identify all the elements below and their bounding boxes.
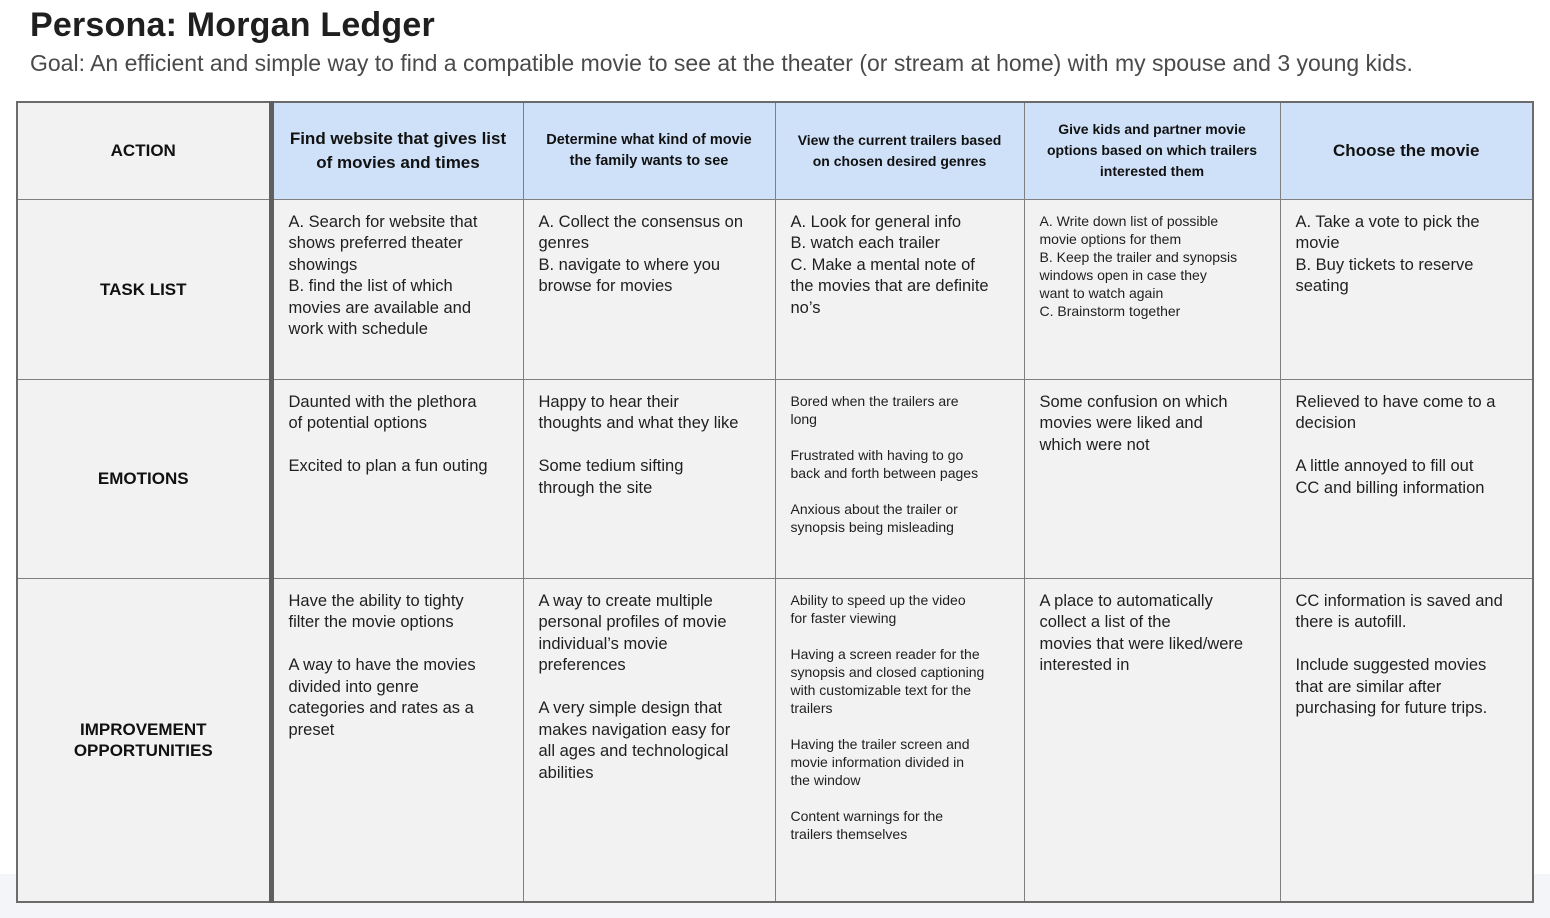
improvement-text-3: Ability to speed up the video for faster viewing Having a screen reader for the synopsis and closed captioning with customizable text for the trailers Having the trailer screen and movie information divided in the window Content warnings for the trailers themselves [790,591,985,842]
emotions-row [17,379,1533,578]
task-text-2: A. Collect the consensus on genres B. navigate to where you browse for movies [538,212,744,295]
task-text-1: A. Search for website that shows preferred theater showings B. find the list of which movies are available and work with schedule [288,212,478,338]
row-label-emotions-text: EMOTIONS [97,469,189,488]
task-cell-2 [523,199,775,379]
stage-header-3 [775,102,1024,199]
emotion-text-1: Daunted with the plethora of potential options Excited to plan a fun outing [288,392,488,475]
row-label-task-list-text: TASK LIST [99,279,187,299]
task-text-5: A. Take a vote to pick the movie B. Buy tickets to reserve seating [1295,212,1480,295]
emotion-text-3: Bored when the trailers are long Frustrated with having to go back and forth between pages Anxious about the trailer or synopsis being misleading [790,392,979,535]
improvement-text-1: Have the ability to tighty filter the movie options A way to have the movies divided into genre categories and rates as a preset [288,591,476,739]
task-cell-3 [775,199,1024,379]
improvement-cell-2 [523,578,775,902]
improvement-cell-4 [1024,578,1280,902]
emotion-cell-3 [775,379,1024,578]
task-cell-5 [1280,199,1533,379]
stage-5-action: Choose the movie [1333,140,1480,160]
improvement-row [17,578,1533,902]
row-label-improvement-line-2: OPPORTUNITIES [73,740,213,760]
improvement-text-2: A way to create multiple personal profiles of movie individual’s movie preferences A very simple design that makes navigation easy for all ages and technological abilities [538,591,731,782]
stage-3-action: View the current trailers based on chosen desired genres [797,131,1002,169]
persona-title: Persona: Morgan Ledger [30,6,435,44]
stage-header-4 [1024,102,1280,199]
emotion-text-5: Relieved to have come to a decision A little annoyed to fill out CC and billing information [1295,392,1496,497]
row-label-emotions [17,379,271,578]
improvement-cell-5 [1280,578,1533,902]
user-journey-table [16,101,1534,903]
stage-header-2 [523,102,775,199]
task-cell-4 [1024,199,1280,379]
improvement-cell-3 [775,578,1024,902]
task-list-row [17,199,1533,379]
row-label-action [17,102,271,199]
stage-header-1 [271,102,523,199]
improvement-text-4: A place to automatically collect a list of the movies that were liked/were interested in [1039,591,1244,674]
task-cell-1 [271,199,523,379]
stage-header-5 [1280,102,1533,199]
stage-4-action: Give kids and partner movie options based on which trailers interested them [1046,121,1258,180]
improvement-cell-1 [271,578,523,902]
improvement-text-5: CC information is saved and there is autofill. Include suggested movies that are similar after purchasing for future trips. [1295,591,1503,717]
row-label-improvement [17,578,271,902]
persona-goal: Goal: An efficient and simple way to find a compatible movie to see at the theater (or stream at home) with my spouse and 3 young kids. [30,50,1413,76]
emotion-cell-4 [1024,379,1280,578]
row-label-action-text: ACTION [110,141,176,161]
stage-1-action: Find website that gives list of movies and times [289,128,507,172]
row-label-task-list [17,199,271,379]
task-text-3: A. Look for general info B. watch each trailer C. Make a mental note of the movies that are definite no’s [790,212,989,317]
emotion-cell-5 [1280,379,1533,578]
row-label-improvement-line-1: IMPROVEMENT [79,719,207,739]
task-text-4: A. Write down list of possible movie options for them B. Keep the trailer and synopsis windows open in case they want to watch again C. Brainstorm together [1039,212,1238,319]
emotion-text-2: Happy to hear their thoughts and what they like Some tedium sifting through the site [538,392,739,497]
emotion-cell-2 [523,379,775,578]
stage-2-action: Determine what kind of movie the family wants to see [546,131,752,169]
emotion-text-4: Some confusion on which movies were liked and which were not [1039,392,1228,454]
emotion-cell-1 [271,379,523,578]
action-row [17,102,1533,199]
